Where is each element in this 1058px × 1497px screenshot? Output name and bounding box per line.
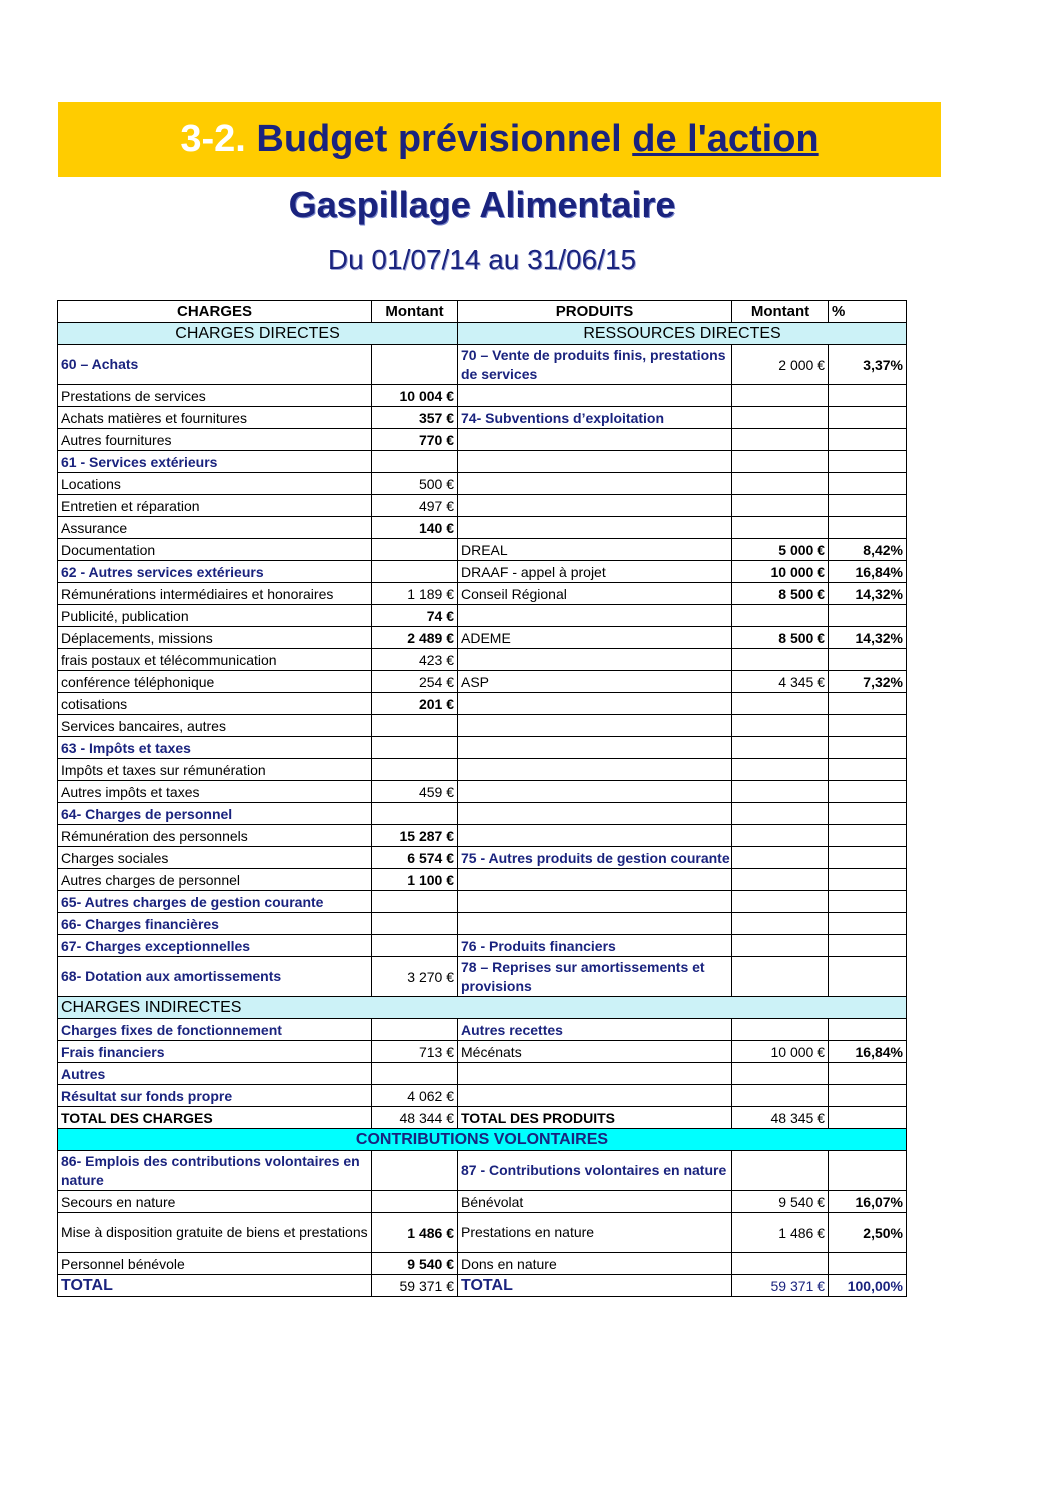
produit-amount: [732, 913, 829, 935]
table-row: [58, 1041, 907, 1063]
produit-label: [458, 891, 732, 913]
percent-value: [829, 869, 907, 891]
charge-amount: 3 270 €: [372, 957, 458, 997]
percent-value: [829, 1019, 907, 1041]
charge-label: Locations: [58, 473, 372, 495]
percent-value: [829, 781, 907, 803]
produit-amount: 48 345 €: [732, 1107, 829, 1129]
charge-amount: 497 €: [372, 495, 458, 517]
table-row: [58, 1019, 907, 1041]
produit-label: ASP: [458, 671, 732, 693]
percent-value: 16,07%: [829, 1191, 907, 1213]
produit-label: ADEME: [458, 627, 732, 649]
percent-value: 14,32%: [829, 627, 907, 649]
charge-label: 65- Autres charges de gestion courante: [58, 891, 372, 913]
charge-label: conférence téléphonique: [58, 671, 372, 693]
table-header: [58, 301, 907, 323]
charge-label: 64- Charges de personnel: [58, 803, 372, 825]
charge-amount: [372, 935, 458, 957]
table-row: [58, 891, 907, 913]
table-row: [58, 1275, 907, 1297]
table-row: [58, 935, 907, 957]
charge-amount: 4 062 €: [372, 1085, 458, 1107]
percent-value: [829, 649, 907, 671]
charge-label: Rémunération des personnels: [58, 825, 372, 847]
produit-label: [458, 517, 732, 539]
table-row: [58, 825, 907, 847]
percent-value: 7,32%: [829, 671, 907, 693]
title-banner: [58, 102, 941, 177]
produit-amount: 1 486 €: [732, 1213, 829, 1253]
table-row: [58, 345, 907, 385]
produit-label: [458, 605, 732, 627]
charge-amount: [372, 891, 458, 913]
charge-amount: 6 574 €: [372, 847, 458, 869]
table-row: [58, 451, 907, 473]
project-name: Gaspillage Alimentaire: [288, 184, 676, 225]
charge-amount: 9 540 €: [372, 1253, 458, 1275]
section-contributions: [58, 1129, 907, 1151]
produit-label: [458, 869, 732, 891]
produit-label: [458, 649, 732, 671]
produit-label: [458, 473, 732, 495]
produit-amount: 10 000 €: [732, 1041, 829, 1063]
percent-value: [829, 473, 907, 495]
charge-amount: [372, 913, 458, 935]
produit-amount: [732, 1085, 829, 1107]
charge-label: 60 – Achats: [58, 345, 372, 385]
produit-amount: [732, 803, 829, 825]
produit-amount: [732, 759, 829, 781]
table-row: [58, 693, 907, 715]
charge-label: TOTAL DES CHARGES: [58, 1107, 372, 1129]
produit-amount: 59 371 €: [732, 1275, 829, 1297]
produit-label: [458, 495, 732, 517]
charge-amount: [372, 345, 458, 385]
produit-amount: 4 345 €: [732, 671, 829, 693]
charge-amount: [372, 715, 458, 737]
charge-amount: [372, 561, 458, 583]
title-underlined: de l'action: [632, 118, 819, 160]
produit-amount: [732, 869, 829, 891]
charge-label: Autres impôts et taxes: [58, 781, 372, 803]
produit-label: 87 - Contributions volontaires en nature: [458, 1151, 732, 1191]
percent-value: [829, 803, 907, 825]
produit-amount: [732, 957, 829, 997]
section-charges-indirectes: CHARGES INDIRECTES: [58, 997, 907, 1019]
table-row: [58, 803, 907, 825]
charge-label: frais postaux et télécommunication: [58, 649, 372, 671]
produit-amount: [732, 1063, 829, 1085]
produit-label: Prestations en nature: [458, 1213, 732, 1253]
table-row: [58, 583, 907, 605]
percent-value: [829, 913, 907, 935]
charge-label: cotisations: [58, 693, 372, 715]
charge-label: Déplacements, missions: [58, 627, 372, 649]
charge-amount: [372, 539, 458, 561]
charge-amount: 770 €: [372, 429, 458, 451]
percent-value: [829, 935, 907, 957]
charge-label: Autres fournitures: [58, 429, 372, 451]
charge-label: Charges fixes de fonctionnement: [58, 1019, 372, 1041]
produit-label: [458, 451, 732, 473]
produit-amount: [732, 495, 829, 517]
table-row: [58, 759, 907, 781]
col-percent: %: [829, 301, 907, 323]
produit-label: [458, 1085, 732, 1107]
charge-label: Publicité, publication: [58, 605, 372, 627]
produit-amount: 8 500 €: [732, 627, 829, 649]
produit-amount: [732, 737, 829, 759]
percent-value: [829, 451, 907, 473]
percent-value: [829, 1085, 907, 1107]
table-row: [58, 1213, 907, 1253]
table-row: [58, 715, 907, 737]
percent-value: [829, 891, 907, 913]
percent-value: [829, 1253, 907, 1275]
table-row: [58, 649, 907, 671]
produit-amount: [732, 825, 829, 847]
charge-label: Frais financiers: [58, 1041, 372, 1063]
produit-amount: [732, 649, 829, 671]
charge-amount: 713 €: [372, 1041, 458, 1063]
produit-amount: [732, 407, 829, 429]
charge-amount: 500 €: [372, 473, 458, 495]
produit-label: Mécénats: [458, 1041, 732, 1063]
produit-amount: [732, 847, 829, 869]
charge-label: Résultat sur fonds propre: [58, 1085, 372, 1107]
charge-amount: [372, 1191, 458, 1213]
percent-value: 16,84%: [829, 561, 907, 583]
table-row: [58, 495, 907, 517]
percent-value: [829, 957, 907, 997]
percent-value: [829, 429, 907, 451]
charge-label: Charges sociales: [58, 847, 372, 869]
charge-label: TOTAL: [58, 1275, 372, 1297]
table-row: [58, 1085, 907, 1107]
produit-label: [458, 1063, 732, 1085]
produit-amount: [732, 1019, 829, 1041]
charge-amount: 48 344 €: [372, 1107, 458, 1129]
table-row: [58, 627, 907, 649]
table-row: [58, 1063, 907, 1085]
section-ressources-directes: RESSOURCES DIRECTES: [458, 323, 907, 345]
charge-label: 63 - Impôts et taxes: [58, 737, 372, 759]
charge-label: Autres charges de personnel: [58, 869, 372, 891]
charge-amount: [372, 451, 458, 473]
produit-label: Autres recettes: [458, 1019, 732, 1041]
percent-value: [829, 737, 907, 759]
charge-label: Prestations de services: [58, 385, 372, 407]
produit-label: [458, 737, 732, 759]
page-title: [58, 102, 941, 177]
produit-amount: [732, 891, 829, 913]
section-contributions-volontaires: CONTRIBUTIONS VOLONTAIRES: [58, 1129, 907, 1151]
charge-amount: 1 486 €: [372, 1213, 458, 1253]
produit-amount: [732, 1151, 829, 1191]
percent-value: [829, 715, 907, 737]
produit-label: 74- Subventions d’exploitation: [458, 407, 732, 429]
charge-amount: 10 004 €: [372, 385, 458, 407]
charge-amount: 140 €: [372, 517, 458, 539]
produit-label: 78 – Reprises sur amortissements et provisions: [458, 957, 732, 997]
charge-amount: 459 €: [372, 781, 458, 803]
produit-label: TOTAL DES PRODUITS: [458, 1107, 732, 1129]
charge-amount: 423 €: [372, 649, 458, 671]
charge-amount: [372, 737, 458, 759]
percent-value: [829, 605, 907, 627]
col-montant: Montant: [372, 301, 458, 323]
charge-label: 67- Charges exceptionnelles: [58, 935, 372, 957]
charge-amount: 15 287 €: [372, 825, 458, 847]
produit-amount: [732, 473, 829, 495]
percent-value: [829, 1107, 907, 1129]
produit-label: [458, 781, 732, 803]
produit-label: DREAL: [458, 539, 732, 561]
charge-label: Rémunérations intermédiaires et honoraires: [58, 583, 372, 605]
charge-amount: [372, 803, 458, 825]
charge-label: 86- Emplois des contributions volontaires en nature: [58, 1151, 372, 1191]
table-row: [58, 1107, 907, 1129]
charge-label: Impôts et taxes sur rémunération: [58, 759, 372, 781]
charge-label: Personnel bénévole: [58, 1253, 372, 1275]
percent-value: [829, 825, 907, 847]
produit-label: 75 - Autres produits de gestion courante: [458, 847, 732, 869]
table-row: [58, 671, 907, 693]
produit-amount: [732, 451, 829, 473]
table-row: [58, 1151, 907, 1191]
produit-label: [458, 715, 732, 737]
charge-label: Autres: [58, 1063, 372, 1085]
percent-value: 100,00%: [829, 1275, 907, 1297]
produit-amount: [732, 605, 829, 627]
produit-amount: [732, 935, 829, 957]
table-row: [58, 737, 907, 759]
charge-amount: 1 189 €: [372, 583, 458, 605]
produit-amount: [732, 715, 829, 737]
table-row: [58, 407, 907, 429]
charge-label: Services bancaires, autres: [58, 715, 372, 737]
title-main: Budget prévisionnel: [256, 118, 622, 160]
produit-label: TOTAL: [458, 1275, 732, 1297]
col-produits: PRODUITS: [458, 301, 732, 323]
produit-amount: [732, 429, 829, 451]
produit-label: [458, 385, 732, 407]
percent-value: [829, 759, 907, 781]
table-row: [58, 1253, 907, 1275]
section-number: 3-2.: [180, 118, 246, 160]
charge-amount: [372, 1019, 458, 1041]
produit-label: [458, 803, 732, 825]
produit-amount: 10 000 €: [732, 561, 829, 583]
charge-label: Assurance: [58, 517, 372, 539]
produit-label: [458, 825, 732, 847]
produit-label: Bénévolat: [458, 1191, 732, 1213]
produit-amount: [732, 517, 829, 539]
charge-amount: [372, 1151, 458, 1191]
produit-amount: [732, 1253, 829, 1275]
charge-amount: [372, 1063, 458, 1085]
percent-value: [829, 495, 907, 517]
percent-value: 2,50%: [829, 1213, 907, 1253]
produit-amount: [732, 693, 829, 715]
charge-amount: 201 €: [372, 693, 458, 715]
charge-amount: [372, 759, 458, 781]
percent-value: [829, 517, 907, 539]
table-row: [58, 1191, 907, 1213]
produit-label: 70 – Vente de produits finis, prestations de services: [458, 345, 732, 385]
charge-label: 61 - Services extérieurs: [58, 451, 372, 473]
produit-amount: [732, 385, 829, 407]
percent-value: [829, 385, 907, 407]
table-row: [58, 869, 907, 891]
table-row: [58, 473, 907, 495]
period: Du 01/07/14 au 31/06/15: [327, 244, 637, 275]
section-indirect: [58, 997, 907, 1019]
table-row: [58, 781, 907, 803]
percent-value: 14,32%: [829, 583, 907, 605]
produit-label: Dons en nature: [458, 1253, 732, 1275]
charge-amount: 2 489 €: [372, 627, 458, 649]
col-montant-produits: Montant: [732, 301, 829, 323]
charge-amount: 357 €: [372, 407, 458, 429]
produit-amount: 8 500 €: [732, 583, 829, 605]
col-charges: CHARGES: [58, 301, 372, 323]
table-row: [58, 517, 907, 539]
charge-label: Entretien et réparation: [58, 495, 372, 517]
produit-amount: 9 540 €: [732, 1191, 829, 1213]
produit-label: [458, 759, 732, 781]
produit-label: DRAAF - appel à projet: [458, 561, 732, 583]
percent-value: [829, 693, 907, 715]
table-row: [58, 957, 907, 997]
table-row: [58, 913, 907, 935]
table-row: [58, 539, 907, 561]
table-row: [58, 561, 907, 583]
produit-amount: [732, 781, 829, 803]
percent-value: [829, 847, 907, 869]
charge-amount: 1 100 €: [372, 869, 458, 891]
produit-label: 76 - Produits financiers: [458, 935, 732, 957]
produit-label: [458, 913, 732, 935]
percent-value: [829, 1063, 907, 1085]
charge-label: Secours en nature: [58, 1191, 372, 1213]
section-direct: [58, 323, 907, 345]
produit-label: Conseil Régional: [458, 583, 732, 605]
section-charges-directes: CHARGES DIRECTES: [58, 323, 458, 345]
charge-amount: 59 371 €: [372, 1275, 458, 1297]
charge-label: Mise à disposition gratuite de biens et prestations: [58, 1213, 372, 1253]
charge-label: 66- Charges financières: [58, 913, 372, 935]
table-row: [58, 385, 907, 407]
charge-label: Achats matières et fournitures: [58, 407, 372, 429]
charge-label: 68- Dotation aux amortissements: [58, 957, 372, 997]
produit-amount: 5 000 €: [732, 539, 829, 561]
table-row: [58, 429, 907, 451]
percent-value: 16,84%: [829, 1041, 907, 1063]
charge-label: 62 - Autres services extérieurs: [58, 561, 372, 583]
percent-value: 3,37%: [829, 345, 907, 385]
budget-table: [57, 300, 907, 1297]
produit-label: [458, 429, 732, 451]
produit-label: [458, 693, 732, 715]
charge-amount: 74 €: [372, 605, 458, 627]
percent-value: 8,42%: [829, 539, 907, 561]
charge-label: Documentation: [58, 539, 372, 561]
produit-amount: 2 000 €: [732, 345, 829, 385]
percent-value: [829, 407, 907, 429]
charge-amount: 254 €: [372, 671, 458, 693]
percent-value: [829, 1151, 907, 1191]
table-row: [58, 847, 907, 869]
table-row: [58, 605, 907, 627]
